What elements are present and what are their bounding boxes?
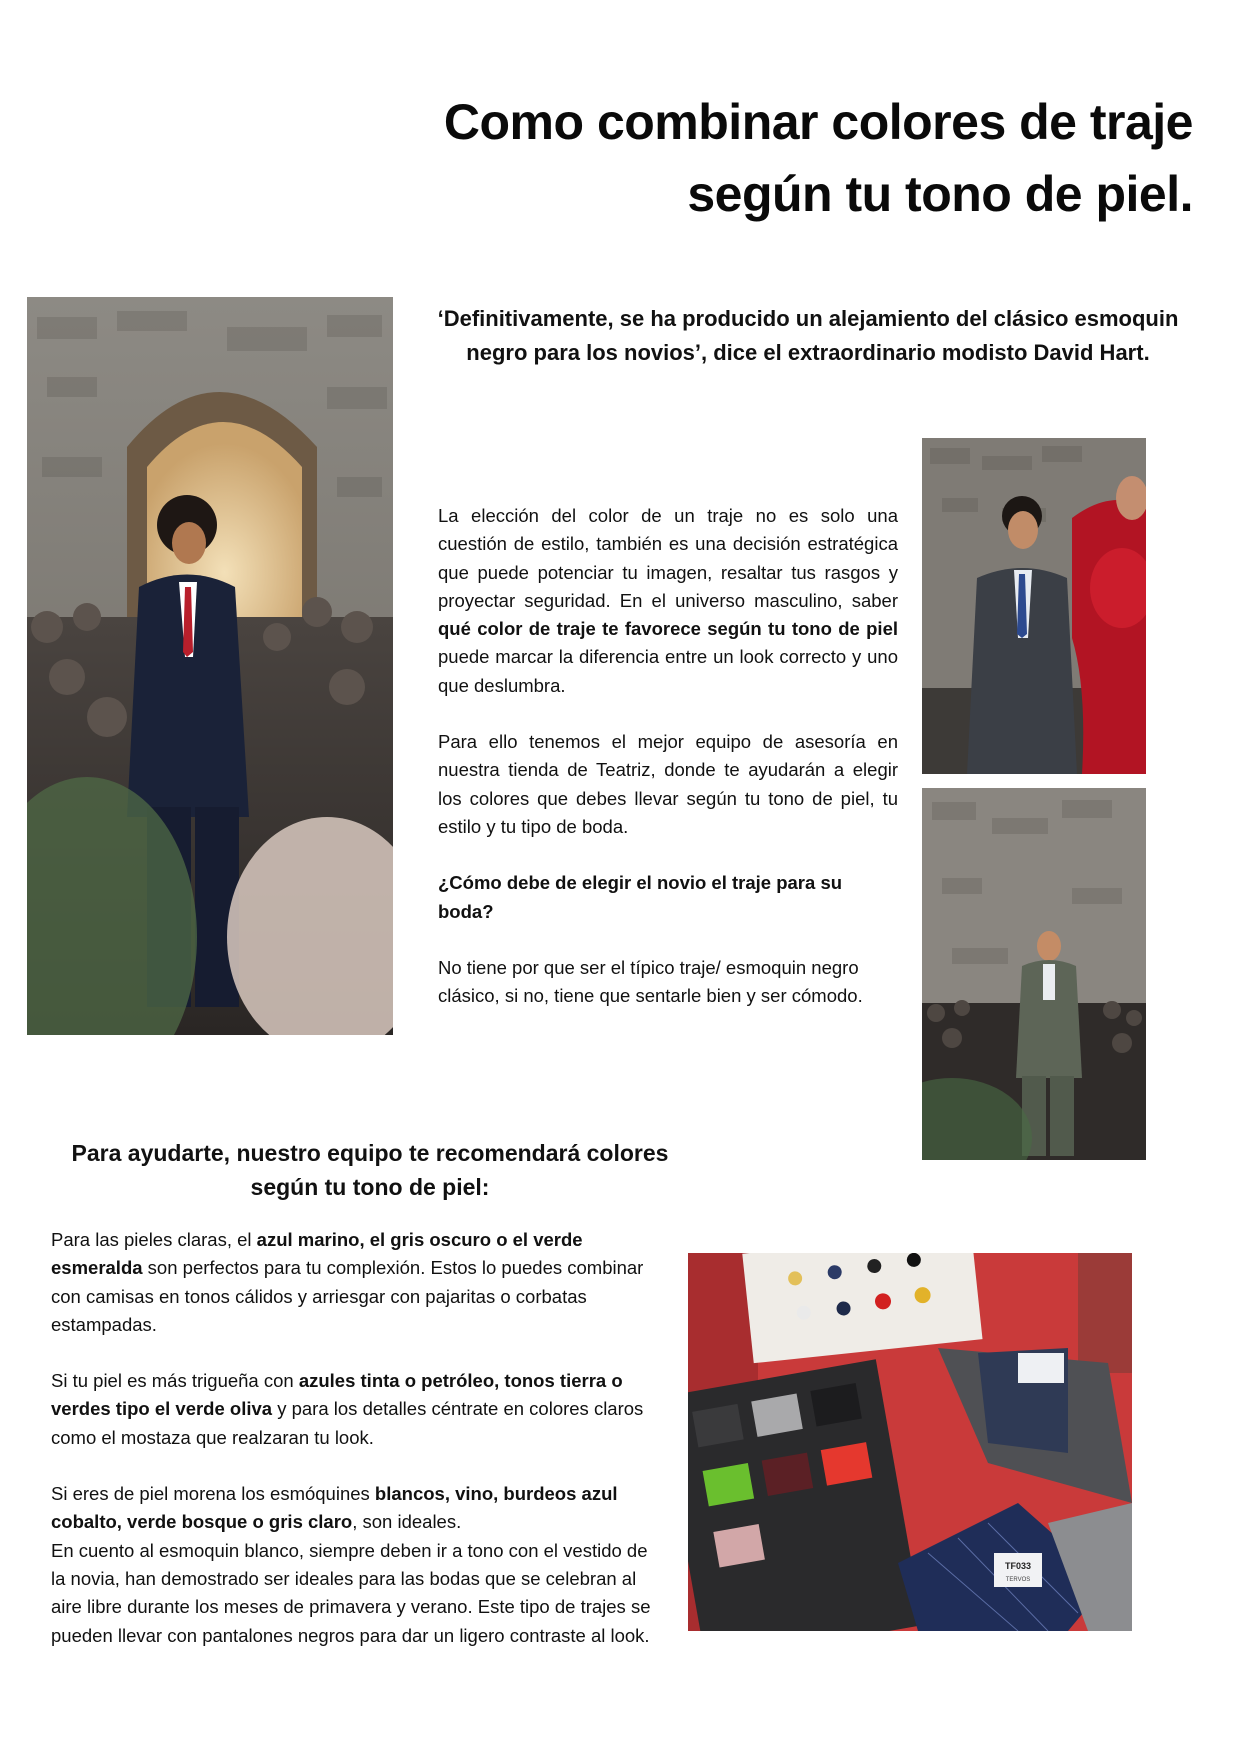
tip3-part-c: , son ideales. xyxy=(352,1511,462,1533)
intro-p1-part-a: La elección del color de un traje no es solo una cuestión de estilo, también es una decisión estratégica que puede potenciar tu imagen, resaltar tus rasgos y proyectar seguridad. En el universo masculino, saber xyxy=(438,505,898,611)
pull-quote-line-2: negro para los novios’, dice el extraordinario modisto David Hart. xyxy=(466,340,1150,365)
tip-olive-skin xyxy=(51,1367,659,1452)
photo-fabric-swatches xyxy=(688,1253,1132,1631)
page-title-line-2: según tu tono de piel. xyxy=(687,166,1193,222)
pull-quote-line-1: ‘Definitivamente, se ha producido un alejamiento del clásico esmoquin xyxy=(437,306,1179,331)
intro-paragraph-3: No tiene por que ser el típico traje/ esmoquin negro clásico, si no, tiene que sentarle bien y ser cómodo. xyxy=(438,956,863,1007)
intro-paragraph-1 xyxy=(438,502,898,700)
intro-question xyxy=(438,869,898,926)
tip-dark-skin xyxy=(51,1480,659,1537)
photo-groom-grey-suit xyxy=(922,438,1146,774)
tip-white-tuxedo: En cuento al esmoquin blanco, siempre deben ir a tono con el vestido de la novia, han demostrado ser ideales para las bodas que se celebran al aire libre durante los meses de primavera y verano. Este tipo de trajes se pueden llevar con pantalones negros para dar un ligero contraste al look. xyxy=(51,1539,651,1646)
tip-light-skin xyxy=(51,1226,659,1339)
tip1-part-c: son perfectos para tu complexión. Estos lo puedes combinar con camisas en tonos cálidos y arriesgar con pajaritas o corbatas estampadas. xyxy=(51,1257,644,1335)
tip3-part-a: Si eres de piel morena los esmóquines xyxy=(51,1483,375,1505)
swatch-tag-code: TF033 xyxy=(1004,1561,1032,1571)
intro-text xyxy=(438,502,898,1038)
recommend-heading-line-2: según tu tono de piel: xyxy=(250,1174,490,1200)
tip2-part-a: Si tu piel es más trigueña con xyxy=(51,1370,299,1392)
recommend-heading xyxy=(50,1136,690,1204)
tip3-emphasis: blancos, vino, burdeos azul cobalto, verde bosque o gris claro xyxy=(51,1483,618,1533)
page-title-line-1: Como combinar colores de traje xyxy=(443,94,1193,150)
recommend-text xyxy=(51,1226,659,1650)
intro-p1-emphasis: qué color de traje te favorece según tu tono de piel xyxy=(438,618,898,640)
intro-p1-part-c: puede marcar la diferencia entre un look correcto y uno que deslumbra. xyxy=(438,646,898,696)
intro-question-text: ¿Cómo debe de elegir el novio el traje para su boda? xyxy=(438,872,843,922)
intro-paragraph-2: Para ello tenemos el mejor equipo de asesoría en nuestra tienda de Teatriz, donde te ayudarán a elegir los colores que debes llevar según tu tono de piel, tu estilo y tu tipo de boda. xyxy=(438,731,898,837)
swatch-tag-name: TERVOS xyxy=(1005,1577,1031,1583)
tip2-part-c: y para los detalles céntrate en colores claros como el mostaza que realzaran tu look. xyxy=(51,1398,644,1448)
tip2-emphasis: azules tinta o petróleo, tonos tierra o verdes tipo el verde oliva xyxy=(51,1370,623,1420)
recommend-heading-line-1: Para ayudarte, nuestro equipo te recomendará colores xyxy=(71,1140,669,1166)
photo-model-pinstripe-suit xyxy=(27,297,393,1035)
tip1-part-a: Para las pieles claras, el xyxy=(51,1229,257,1250)
page-title xyxy=(293,86,1193,230)
tip1-emphasis: azul marino, el gris oscuro o el verde esmeralda xyxy=(51,1229,583,1279)
photo-model-green-suit xyxy=(922,788,1146,1160)
pull-quote xyxy=(408,302,1208,370)
